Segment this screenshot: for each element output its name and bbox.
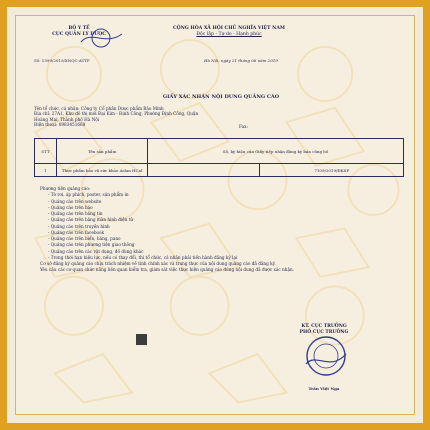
table-row <box>35 164 404 177</box>
department-name: CỤC QUẢN LÝ DƯỢC <box>52 31 106 37</box>
header-stt: STT <box>35 139 57 164</box>
header-product-name: Tên sản phẩm <box>57 139 148 164</box>
header-emblem-signature <box>76 28 126 48</box>
advertising-media-list <box>40 186 400 274</box>
republic-name: CỘNG HÒA XÃ HỘI CHỦ NGHĨA VIỆT NAM <box>173 26 285 31</box>
issue-date: Hà Nội, ngày 21 tháng 06 năm 2019 <box>204 58 278 63</box>
applicant-fax: Fax: <box>239 124 248 129</box>
applicant-address: Địa chỉ: 27A1, Khu đô thị mới Đại Kim - Định Công, Phường Định Công, Quận <box>34 111 199 117</box>
list-item: - Quảng cáo trên phương tiện giao thông <box>48 242 135 248</box>
ministry-name: BỘ Y TẾ <box>68 26 90 31</box>
list-item: - Quảng cáo trên facebook <box>48 229 105 235</box>
applicant-phone: Điện thoại: 0983451668 <box>34 121 86 127</box>
applicant-address-cont: Hoàng Mai, Thành phố Hà Nội <box>34 116 100 122</box>
signature-for-label: KT. CỤC TRƯỞNG <box>301 324 347 329</box>
qr-code <box>136 334 147 345</box>
list-item: - Quảng cáo trên bảng màn hình điện tử <box>48 217 134 223</box>
applicant-info <box>34 106 244 127</box>
cell-product-name: Thực phẩm bảo vệ sức khỏe Aslan HCal <box>57 164 148 177</box>
signature-block <box>264 324 384 391</box>
list-heading: Phương tiện quảng cáo: <box>40 186 91 191</box>
applicant-name: Tên tổ chức, cá nhân: Công ty Cổ phần Dược phẩm Bảo Minh <box>34 106 164 111</box>
product-table <box>34 138 404 177</box>
official-stamp <box>304 334 348 378</box>
list-item: - Quảng cáo trên các vật dụng, đồ dùng khác <box>48 248 144 254</box>
cell-empty <box>148 164 260 177</box>
cell-certificate-no: 7109/2019/ĐKSP <box>260 164 404 177</box>
list-item: - Quảng cáo trên bảng tin <box>48 211 103 216</box>
signature-role: PHÓ CỤC TRƯỞNG <box>299 329 349 335</box>
list-item: Yêu cầu các cơ quan chức năng liên quan kiểm tra, giám sát việc thực hiện quảng cáo đúng nội dung đã được xác nhận. <box>40 267 294 273</box>
list-item: - Tờ rơi, áp phích, poster, sản phẩm in <box>48 192 129 198</box>
cell-stt: 1 <box>35 164 57 177</box>
list-item: - Quảng cáo trên website <box>48 198 102 204</box>
certificate-paper <box>15 15 415 415</box>
reference-number: Số: 1399/2019/XNQC-ATTP <box>34 58 90 63</box>
header-certificate: Số, ký hiệu của Giấy tiếp nhận đăng ký bản công bố <box>148 139 404 164</box>
signer-name: Trần Việt Nga <box>308 386 340 391</box>
list-item: - Quảng cáo trên báo <box>48 204 93 210</box>
national-heading <box>169 26 289 37</box>
document-title: GIẤY XÁC NHẬN NỘI DUNG QUẢNG CÁO <box>162 94 280 100</box>
list-item: - Quảng cáo trên truyền hình <box>48 223 110 229</box>
table-header-row <box>35 139 404 164</box>
list-item: - Quảng cáo trên biển, bảng, pano <box>48 236 121 241</box>
list-item: - Trong thời hạn hiệu lực, nếu có thay đổi, thì tổ chức, cá nhân phải tiến hành đăng ký lại <box>48 254 238 260</box>
national-motto: Độc lập - Tự do - Hạnh phúc <box>196 31 262 37</box>
list-item: Cơ sở đăng ký quảng cáo chịu trách nhiệm về tính chính xác và trung thực của nội dung quảng cáo đã đăng ký. <box>40 261 276 266</box>
